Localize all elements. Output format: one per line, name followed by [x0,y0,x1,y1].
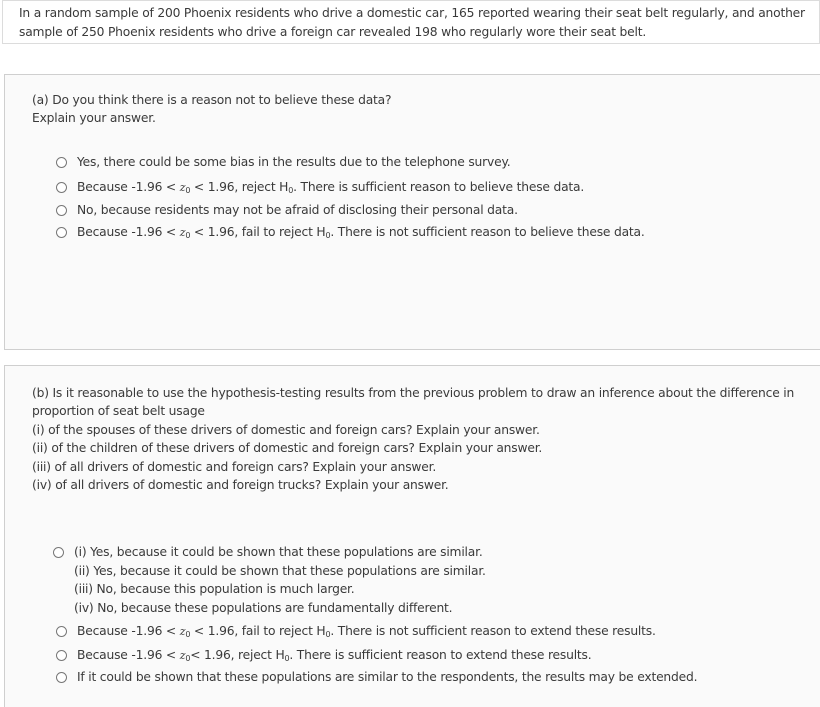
option-a4[interactable] [56,223,816,243]
option-b4[interactable] [56,668,816,687]
question-panel-a [4,74,820,350]
radio-button[interactable] [56,205,67,216]
option-a1[interactable] [56,153,816,172]
option-label: (i) Yes, because it could be shown that these populations are similar. (ii) Yes, because it could be shown that these populations are similar. (iii) No, because this population is much larger. (iv) No, because these populations are fundamentally different. [74,545,486,615]
option-label: Because $-1.96 < z_0 < 1.96$, fail to reject $H_0$. There is not sufficient reason to extend these results. [77,624,656,639]
radio-button[interactable] [56,227,67,238]
radio-button[interactable] [56,650,67,661]
radio-button[interactable] [56,182,67,193]
option-b1[interactable] [53,543,813,617]
option-label: No, because residents may not be afraid of disclosing their personal data. [77,203,518,217]
option-a3[interactable] [56,201,816,220]
option-label: If it could be shown that these populations are similar to the respondents, the results may be extended. [77,670,698,684]
radio-button[interactable] [53,547,64,558]
option-b3[interactable] [56,646,816,666]
radio-button[interactable] [56,672,67,683]
option-label: Because $-1.96 < z_0< 1.96$, reject $H_0$. There is sufficient reason to extend these results. [77,648,592,663]
option-label: Because $-1.96 < z_0 < 1.96$, fail to reject $H_0$. There is not sufficient reason to believe these data. [77,225,645,240]
question-panel-b [4,365,820,707]
radio-button[interactable] [56,157,67,168]
radio-button[interactable] [56,626,67,637]
question-b-text: (b) Is it reasonable to use the hypothesis-testing results from the previous problem to draw an inference about the difference in proportion of seat belt usage (i) of the spouses of these drivers of domestic and foreign cars? Explain your answer. (ii) of the children of these drivers of domestic and foreign cars? Explain your answer. (iii) of all drivers of domestic and foreign cars? Explain your answer. (iv) of all drivers of domestic and foreign trucks? Explain your answer. [32,386,795,493]
option-label: Because $-1.96 < z_0 < 1.96$, reject $H_0$. There is sufficient reason to believe these data. [77,180,585,195]
question-a-text: (a) Do you think there is a reason not to believe these data? Explain your answer. [32,93,392,126]
option-a2[interactable] [56,178,816,198]
problem-statement [2,0,820,44]
option-b2[interactable] [56,622,816,642]
option-label: Yes, there could be some bias in the results due to the telephone survey. [77,155,511,169]
problem-text: In a random sample of 200 Phoenix residents who drive a domestic car, 165 reported wearing their seat belt regularly, and another sample of 250 Phoenix residents who drive a foreign car revealed 198 who regularly wore their seat belt. [19,6,805,39]
